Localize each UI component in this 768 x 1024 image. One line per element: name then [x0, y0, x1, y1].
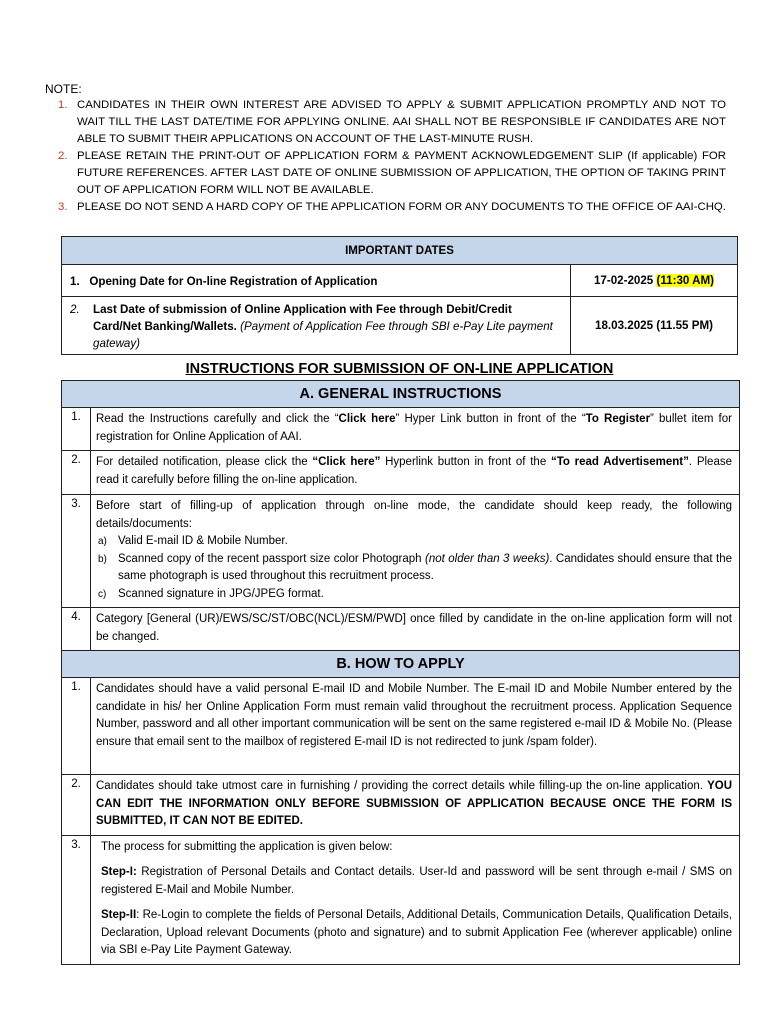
text: . Candidates should ensure that the same photograph is used throughout this recruitment process. — [118, 552, 733, 582]
text-italic: (not older than 3 weeks) — [425, 552, 550, 565]
general-instruction-1 — [91, 408, 740, 451]
edit-warning-text: YOU CAN EDIT THE INFORMATION ONLY BEFORE SUBMISSION OF APPLICATION BECAUSE ONCE THE FORM IS SUBMITTED, IT CAN NOT BE EDITED. — [96, 780, 732, 827]
general-instructions-heading: A. GENERAL INSTRUCTIONS — [62, 381, 740, 408]
note-text: PLEASE DO NOT SEND A HARD COPY OF THE APPLICATION FORM OR ANY DOCUMENTS TO THE OFFICE OF AAI-CHQ. — [77, 201, 726, 213]
text: Before start of filling-up of application through on-line mode, the candidate should keep ready, the following details/documents: — [96, 500, 732, 530]
item-number: 4. — [62, 608, 91, 651]
opening-time-highlight: (11:30 AM) — [656, 274, 715, 287]
row-label: Opening Date for On-line Registration of Application — [89, 275, 378, 288]
text: The process for submitting the application is given below: — [101, 840, 393, 853]
apply-instruction-2 — [91, 775, 740, 836]
note-item — [58, 199, 726, 216]
note-item — [58, 148, 726, 199]
opening-date-label — [62, 265, 571, 297]
opening-date: 17-02-2025 — [593, 274, 654, 287]
list-marker: b) — [98, 553, 107, 565]
text: Hyperlink button in front of the — [380, 456, 551, 468]
note-text: PLEASE RETAIN THE PRINT-OUT OF APPLICATION FORM & PAYMENT ACKNOWLEDGEMENT SLIP (If applicable) FOR FUTURE REFERENCES. AFTER LAST DATE OF ONLINE SUBMISSION OF APPLICATION, THE OPTION OF TAKING PRINT OUT OF APPLICATION FORM WILL NOT BE AVAILABLE. — [77, 150, 726, 196]
last-date-label — [62, 297, 571, 355]
step-label: Step-I: — [101, 866, 137, 878]
instructions-title: INSTRUCTIONS FOR SUBMISSION OF ON-LINE APPLICATION — [185, 361, 614, 377]
note-title: NOTE: — [45, 82, 82, 96]
text: Registration of Personal Details and Contact details. User-Id and password will be sent through e-mail / SMS on registered E-Mail and Mobile Number. — [101, 866, 732, 896]
list-item — [96, 533, 732, 551]
item-number: 3. — [62, 495, 91, 608]
apply-instruction-1: Candidates should have a valid personal E-mail ID and Mobile Number. The E-mail ID and Mobile Number entered by the candidate in his/ her Online Application Form must remain valid throughout the recruitment process. Application Sequence Number, password and all other important communication will be sent on the same registered e-mail ID & Mobile No. (Please ensure that email sent to the mailbox of registered E-mail ID is not redirected to junk /spam folder). — [91, 678, 740, 775]
general-instruction-4: Category [General (UR)/EWS/SC/ST/OBC(NCL)/ESM/PWD] once filled by candidate in the on-line application form will not be changed. — [91, 608, 740, 651]
text: Candidates should take utmost care in furnishing / providing the correct details while filling-up the on-line application. — [96, 780, 708, 792]
apply-instruction-3 — [91, 835, 740, 964]
general-instruction-2 — [91, 451, 740, 495]
to-read-advertisement-text: “To read Advertisement” — [550, 456, 689, 468]
click-here-link-text: Click here — [338, 413, 396, 425]
note-number: 2. — [58, 150, 68, 162]
item-number: 2. — [62, 451, 91, 495]
note-text: CANDIDATES IN THEIR OWN INTEREST ARE ADVISED TO APPLY & SUBMIT APPLICATION PROMPTLY AND NOT TO WAIT TILL THE LAST DATE/TIME FOR APPLYING ONLINE. AAI SHALL NOT BE RESPONSIBLE IF CANDIDATES ARE NOT ABLE TO SUBMIT THEIR APPLICATIONS ON ACCOUNT OF THE LAST-MINUTE RUSH. — [77, 99, 726, 145]
list-item — [96, 551, 732, 586]
text: . Please read it carefully before filling the on-line application. — [96, 456, 732, 486]
step-2 — [101, 907, 732, 960]
how-to-apply-heading: B. HOW TO APPLY — [62, 651, 740, 678]
item-number: 3. — [62, 835, 91, 964]
item-number: 1. — [62, 678, 91, 775]
important-dates-table — [61, 236, 738, 355]
list-item — [96, 586, 732, 604]
item-number: 1. — [62, 408, 91, 451]
note-item — [58, 97, 726, 148]
list-marker: c) — [98, 588, 107, 600]
text: Scanned copy of the recent passport size color Photograph — [118, 552, 425, 565]
row-label-note: (Payment of Application Fee through SBI e-Pay Lite payment gateway) — [93, 320, 553, 350]
note-list — [58, 97, 726, 216]
click-here-link-text: “Click here” — [312, 456, 381, 468]
opening-date-value — [571, 265, 738, 297]
row-number: 2. — [70, 303, 80, 316]
note-number: 1. — [58, 99, 68, 111]
text: For detailed notification, please click the — [96, 456, 313, 468]
row-label: Last Date of submission of Online Application with Fee through Debit/Credit Card/Net Banking/Wallets. — [93, 303, 512, 333]
step-label: Step-II — [101, 909, 137, 921]
step-1 — [101, 864, 732, 899]
row-number: 1. — [70, 275, 80, 288]
instructions-table — [61, 380, 740, 965]
list-marker: a) — [98, 536, 107, 547]
text: ” Hyper Link button in front of the “ — [395, 413, 586, 425]
last-date-value: 18.03.2025 (11.55 PM) — [571, 297, 738, 355]
text: : Re-Login to complete the fields of Personal Details, Additional Details, Communication Details, Qualification Details, Declaration, Upload relevant Documents (photo and signature) and to submit Application Fee (wherever applicable) online via SBI e-Pay Lite Payment Gateway. — [101, 909, 732, 956]
note-number: 3. — [58, 201, 68, 213]
text: Scanned signature in JPG/JPEG format. — [118, 587, 324, 600]
text: ” bullet item for registration for Online Application of AAI. — [96, 413, 732, 443]
to-register-text: To Register — [585, 413, 651, 425]
documents-list — [96, 533, 732, 603]
item-number: 2. — [62, 775, 91, 836]
text: Read the Instructions carefully and click the “ — [96, 413, 339, 425]
important-dates-header: IMPORTANT DATES — [62, 237, 738, 265]
general-instruction-3 — [91, 495, 740, 608]
text: Valid E-mail ID & Mobile Number. — [118, 535, 288, 547]
